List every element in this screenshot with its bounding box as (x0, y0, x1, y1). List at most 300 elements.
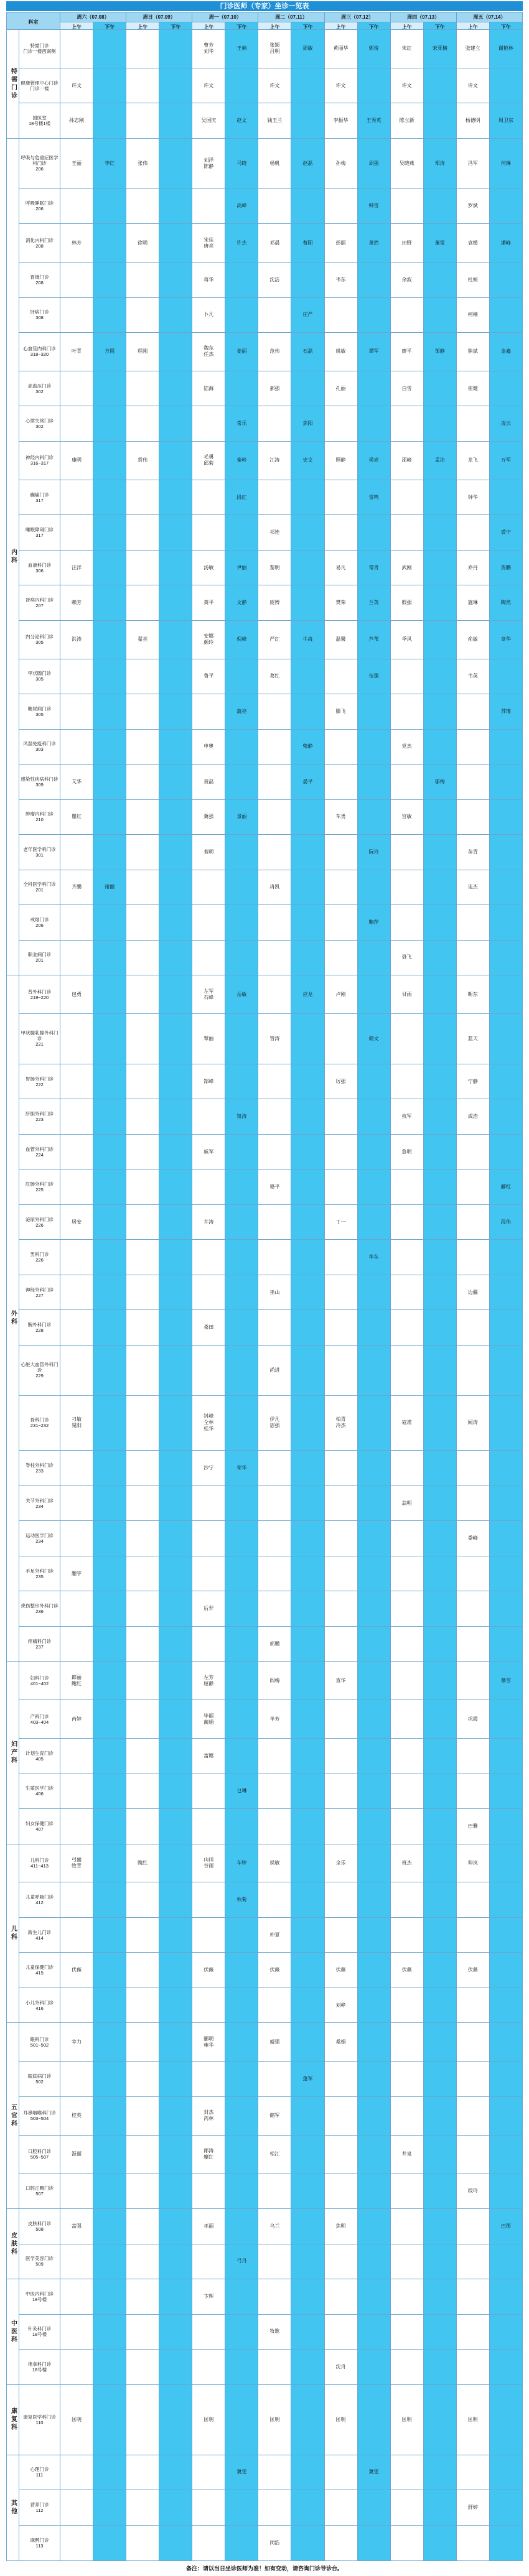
doctor-cell-pm (225, 1591, 258, 1627)
department-cell: 耳鼻咽喉科门诊 503~504 (19, 2096, 60, 2135)
doctor-cell-pm (423, 2384, 456, 2455)
doctor-cell-am (390, 1739, 423, 1774)
doctor-cell-pm (93, 1844, 126, 1882)
doctor-cell-pm (489, 729, 522, 765)
doctor-cell-pm (225, 1169, 258, 1205)
doctor-cell-am (126, 2490, 159, 2526)
doctor-cell-am (324, 1014, 357, 1064)
doctor-cell-am (126, 765, 159, 800)
doctor-cell-pm (159, 729, 192, 765)
doctor-cell-pm (159, 835, 192, 870)
doctor-cell-pm (159, 870, 192, 905)
doctor-cell-am: 范伟 (258, 333, 291, 371)
department-cell: 儿童呼吸门诊 412 (19, 1882, 60, 1918)
doctor-cell-am (60, 480, 93, 515)
doctor-cell-am (324, 1240, 357, 1275)
doctor-cell-am (456, 1486, 489, 1521)
doctor-cell-am (126, 1591, 159, 1627)
department-cell: 职业病门诊 201 (19, 940, 60, 975)
doctor-cell-pm (159, 1700, 192, 1739)
doctor-cell-pm (159, 2314, 192, 2350)
doctor-cell-pm (159, 441, 192, 480)
doctor-cell-am (390, 1662, 423, 1700)
doctor-cell-pm: 郭俊 (357, 30, 390, 68)
doctor-cell-am (192, 1626, 225, 1662)
doctor-cell-pm (159, 2244, 192, 2279)
doctor-cell-pm: 萧然 (357, 224, 390, 263)
doctor-cell-am: 余波 (390, 263, 423, 298)
doctor-cell-am: 翟亮 (126, 620, 159, 659)
doctor-cell-am: 许文 (258, 68, 291, 103)
doctor-cell-am (126, 1917, 159, 1953)
doctor-cell-am (324, 2244, 357, 2279)
doctor-cell-am: 刘洋 陈静 (192, 138, 225, 188)
doctor-cell-pm (357, 2062, 390, 2097)
doctor-cell-am: 芮婷 (60, 1700, 93, 1739)
doctor-cell-pm (93, 1240, 126, 1275)
doctor-cell-am (192, 1917, 225, 1953)
doctor-cell-am (390, 905, 423, 941)
doctor-cell-am: 江涛 (258, 441, 291, 480)
schedule-row (7, 1014, 523, 1064)
doctor-cell-am: 崔健 (456, 371, 489, 406)
doctor-cell-pm: 弓丹 (225, 2244, 258, 2279)
department-cell: 计划生育门诊 405 (19, 1739, 60, 1774)
doctor-cell-am (324, 1809, 357, 1844)
day-header-thu: 周四（07.13） (390, 12, 456, 22)
doctor-cell-pm (423, 870, 456, 905)
doctor-cell-pm (357, 1739, 390, 1774)
doctor-cell-am: 弓丽 牧青 (60, 1844, 93, 1882)
department-cell: 手足外科门诊 235 (19, 1556, 60, 1591)
doctor-cell-am (126, 30, 159, 68)
doctor-cell-am (126, 480, 159, 515)
doctor-cell-pm: 庄严 (291, 297, 324, 333)
doctor-cell-pm (225, 1988, 258, 2023)
doctor-cell-pm (291, 2455, 324, 2490)
department-cell: 健康管理中心门诊 门诊一楼 (19, 68, 60, 103)
doctor-cell-pm (225, 371, 258, 406)
doctor-cell-am (324, 2096, 357, 2135)
doctor-cell-am (126, 585, 159, 621)
doctor-cell-pm: 周强 (357, 138, 390, 188)
doctor-cell-pm (291, 1591, 324, 1627)
doctor-cell-pm (357, 1395, 390, 1451)
doctor-cell-am (192, 1774, 225, 1809)
doctor-cell-pm (159, 1591, 192, 1627)
doctor-cell-am: 汪洋 (60, 550, 93, 585)
doctor-cell-pm (93, 1700, 126, 1739)
doctor-cell-pm (489, 2455, 522, 2490)
schedule-row (7, 1064, 523, 1099)
doctor-cell-am (390, 1169, 423, 1205)
doctor-cell-am (390, 2209, 423, 2244)
doctor-cell-am (324, 2490, 357, 2526)
doctor-cell-pm (159, 1774, 192, 1809)
doctor-cell-am (258, 2490, 291, 2526)
doctor-cell-am: 羊芳 (258, 1700, 291, 1739)
doctor-cell-am (60, 188, 93, 224)
doctor-cell-am: 覃丽 (192, 1014, 225, 1064)
doctor-cell-pm (489, 68, 522, 103)
doctor-cell-am (126, 1275, 159, 1310)
doctor-cell-pm (291, 940, 324, 975)
schedule-row (7, 694, 523, 730)
department-cell: 儿童保健门诊 415 (19, 1953, 60, 1988)
doctor-cell-pm (423, 729, 456, 765)
doctor-cell-pm (489, 835, 522, 870)
doctor-cell-am (390, 1521, 423, 1556)
doctor-cell-pm (93, 480, 126, 515)
doctor-cell-pm: 钮涛 (225, 1099, 258, 1135)
department-cell: 产科门诊 403~404 (19, 1700, 60, 1739)
doctor-cell-am: 刘峥 (324, 1988, 357, 2023)
doctor-cell-am: 郝强 (258, 371, 291, 406)
pm-header: 下午 (357, 22, 390, 32)
doctor-cell-pm (291, 1134, 324, 1169)
doctor-cell-pm (423, 1310, 456, 1346)
doctor-cell-am: 边疆 (456, 1275, 489, 1310)
doctor-cell-pm (423, 1626, 456, 1662)
doctor-cell-am: 车勇 (324, 799, 357, 835)
doctor-cell-pm (423, 1134, 456, 1169)
doctor-cell-pm: 车婷 (225, 1844, 258, 1882)
doctor-cell-pm (489, 1134, 522, 1169)
doctor-cell-pm (489, 1700, 522, 1739)
doctor-cell-pm (423, 1204, 456, 1240)
doctor-cell-pm (489, 2350, 522, 2385)
schedule-row (7, 2455, 523, 2490)
doctor-cell-pm (291, 2023, 324, 2062)
department-cell: 男科门诊 226 (19, 1240, 60, 1275)
doctor-cell-pm (423, 550, 456, 585)
doctor-cell-am (126, 940, 159, 975)
doctor-cell-pm (357, 1662, 390, 1700)
doctor-cell-pm (357, 1626, 390, 1662)
doctor-cell-pm (489, 2384, 522, 2455)
department-cell: 高血压门诊 302 (19, 371, 60, 406)
doctor-cell-am (456, 2023, 489, 2062)
doctor-cell-pm (291, 1275, 324, 1310)
department-cell: 康复医学科门诊 110 (19, 2384, 60, 2455)
doctor-cell-pm (93, 441, 126, 480)
doctor-cell-am (192, 1169, 225, 1205)
doctor-cell-am: 隗红 (126, 1844, 159, 1882)
schedule-row (7, 1917, 523, 1953)
doctor-cell-pm (291, 1626, 324, 1662)
doctor-cell-am (390, 1064, 423, 1099)
am-header: 上午 (192, 22, 225, 32)
doctor-cell-am (324, 835, 357, 870)
doctor-cell-pm (489, 1809, 522, 1844)
doctor-cell-pm (159, 480, 192, 515)
doctor-cell-am (126, 188, 159, 224)
doctor-cell-am: 丁一 (324, 1204, 357, 1240)
doctor-cell-am: 储军 (258, 2096, 291, 2135)
doctor-cell-pm (423, 1275, 456, 1310)
schedule-row (7, 103, 523, 139)
doctor-cell-am: 张伟 (126, 138, 159, 188)
doctor-cell-am: 黎明 (258, 550, 291, 585)
doctor-cell-pm (423, 1809, 456, 1844)
doctor-cell-am (390, 2174, 423, 2209)
doctor-cell-pm (93, 1917, 126, 1953)
doctor-cell-pm: 董雷 (423, 224, 456, 263)
doctor-cell-pm (489, 371, 522, 406)
doctor-cell-am: 闵浩 (258, 2525, 291, 2560)
doctor-cell-pm (225, 1809, 258, 1844)
doctor-cell-pm (423, 1591, 456, 1627)
doctor-cell-pm (357, 1556, 390, 1591)
doctor-cell-am (192, 2244, 225, 2279)
doctor-cell-pm (225, 659, 258, 694)
doctor-cell-am: 袁媛 (456, 224, 489, 263)
doctor-cell-am: 贺伟 (126, 441, 159, 480)
doctor-cell-pm (159, 1275, 192, 1310)
doctor-cell-am (324, 729, 357, 765)
doctor-cell-pm (357, 975, 390, 1014)
doctor-cell-am (60, 1988, 93, 2023)
doctor-cell-pm (225, 1275, 258, 1310)
doctor-cell-am: 艾华 (60, 765, 93, 800)
doctor-cell-am (60, 835, 93, 870)
doctor-cell-am: 仰岚 (456, 1844, 489, 1882)
doctor-cell-am: 廖平 (390, 333, 423, 371)
doctor-cell-pm (225, 2279, 258, 2315)
doctor-cell-am (390, 1626, 423, 1662)
doctor-cell-pm (291, 1662, 324, 1700)
doctor-cell-pm (93, 659, 126, 694)
doctor-cell-pm (357, 2384, 390, 2455)
doctor-cell-am (60, 2350, 93, 2385)
doctor-cell-pm (93, 799, 126, 835)
department-cell: 风湿免疫科门诊 303 (19, 729, 60, 765)
doctor-cell-am: 瞿红 (60, 799, 93, 835)
doctor-cell-pm (93, 1882, 126, 1918)
doctor-cell-am: 许文 (390, 68, 423, 103)
schedule-row (7, 765, 523, 800)
doctor-cell-am: 钱玉兰 (258, 103, 291, 139)
doctor-cell-pm (357, 2096, 390, 2135)
doctor-cell-am (126, 263, 159, 298)
doctor-cell-am: 许文 (456, 68, 489, 103)
doctor-cell-pm (423, 1099, 456, 1135)
doctor-cell-am (126, 2455, 159, 2490)
doctor-cell-pm (489, 2062, 522, 2097)
doctor-cell-am: 赖芳 (60, 585, 93, 621)
department-cell: 胸外科门诊 228 (19, 1310, 60, 1346)
doctor-cell-am (126, 659, 159, 694)
doctor-cell-am (126, 1240, 159, 1275)
doctor-cell-pm (93, 68, 126, 103)
doctor-cell-pm (291, 1556, 324, 1591)
category-cell: 内科 (7, 138, 19, 975)
doctor-cell-pm (423, 1882, 456, 1918)
doctor-cell-am: 孙志刚 (60, 103, 93, 139)
doctor-cell-pm: 孟洁 (423, 441, 456, 480)
doctor-cell-pm (93, 729, 126, 765)
doctor-cell-am: 冯军 (456, 138, 489, 188)
doctor-cell-am (192, 1345, 225, 1395)
doctor-cell-pm (489, 1345, 522, 1395)
doctor-cell-pm (423, 1917, 456, 1953)
schedule-row (7, 1953, 523, 1988)
am-header: 上午 (324, 22, 357, 32)
doctor-cell-am (324, 1451, 357, 1486)
doctor-cell-am (126, 68, 159, 103)
doctor-cell-am (192, 2174, 225, 2209)
doctor-cell-pm (225, 2490, 258, 2526)
doctor-cell-am (390, 1451, 423, 1486)
doctor-cell-am: 蓝天 (456, 1014, 489, 1064)
doctor-cell-pm (93, 765, 126, 800)
doctor-cell-am (60, 1809, 93, 1844)
am-header: 上午 (126, 22, 159, 32)
doctor-cell-am (258, 1204, 291, 1240)
doctor-cell-pm: 郑涛 (423, 138, 456, 188)
doctor-cell-pm (93, 1591, 126, 1627)
doctor-cell-pm: 章华 (489, 620, 522, 659)
schedule-row (7, 263, 523, 298)
doctor-cell-am (324, 1626, 357, 1662)
department-cell: 心血管内科门诊 318~320 (19, 333, 60, 371)
department-cell: 普外科门诊 219~220 (19, 975, 60, 1014)
doctor-cell-pm (357, 1988, 390, 2023)
doctor-cell-pm: 褚丽 (93, 870, 126, 905)
doctor-cell-pm (93, 515, 126, 551)
doctor-cell-pm (225, 940, 258, 975)
doctor-cell-pm (423, 2244, 456, 2279)
category-cell: 康复科 (7, 2384, 19, 2455)
doctor-cell-am (192, 694, 225, 730)
doctor-cell-pm (423, 1953, 456, 1988)
doctor-cell-am (192, 1240, 225, 1275)
doctor-cell-pm: 凌云 (489, 406, 522, 442)
schedule-row (7, 30, 523, 68)
schedule-row (7, 2174, 523, 2209)
schedule-row (7, 1700, 523, 1739)
doctor-cell-pm: 金鑫 (489, 333, 522, 371)
doctor-cell-am (126, 835, 159, 870)
doctor-cell-pm: 周敏 (291, 30, 324, 68)
schedule-row (7, 1169, 523, 1205)
schedule-row (7, 1204, 523, 1240)
doctor-cell-am (60, 1451, 93, 1486)
doctor-cell-pm (423, 2174, 456, 2209)
doctor-cell-pm (93, 975, 126, 1014)
doctor-cell-pm (159, 659, 192, 694)
doctor-cell-pm (357, 1591, 390, 1627)
doctor-cell-pm (423, 2279, 456, 2315)
doctor-cell-am: 匡明 (60, 2384, 93, 2455)
doctor-cell-am (60, 2062, 93, 2097)
schedule-row (7, 2096, 523, 2135)
doctor-cell-pm: 郦红 (489, 1169, 522, 1205)
doctor-cell-am (60, 2455, 93, 2490)
doctor-cell-am (192, 1099, 225, 1135)
doctor-cell-pm: 段伟 (489, 1204, 522, 1240)
doctor-cell-pm (291, 188, 324, 224)
doctor-cell-pm: 秦岭 (225, 441, 258, 480)
doctor-cell-am (126, 1809, 159, 1844)
schedule-row (7, 1556, 523, 1591)
doctor-cell-pm (159, 263, 192, 298)
doctor-cell-pm: 姜丽 (225, 333, 258, 371)
doctor-cell-am: 毕丽 蔺娟 (192, 1700, 225, 1739)
doctor-cell-am (192, 870, 225, 905)
doctor-cell-pm (489, 1739, 522, 1774)
schedule-row (7, 1882, 523, 1918)
doctor-cell-am (456, 765, 489, 800)
doctor-cell-pm: 韩雪 (357, 188, 390, 224)
doctor-cell-am: 许文 (324, 68, 357, 103)
doctor-cell-pm (489, 1591, 522, 1627)
doctor-cell-am (126, 550, 159, 585)
doctor-cell-am (324, 2135, 357, 2174)
doctor-cell-pm (225, 1395, 258, 1451)
doctor-cell-am (60, 297, 93, 333)
doctor-cell-pm: 侯亮 (357, 441, 390, 480)
doctor-cell-am: 骆平 (258, 1169, 291, 1205)
doctor-cell-am: 乌兰 (258, 2209, 291, 2244)
department-cell: 生殖医学门诊 406 (19, 1774, 60, 1809)
doctor-cell-pm (93, 1099, 126, 1135)
doctor-cell-am (60, 2244, 93, 2279)
doctor-cell-am: 蒯宇 (60, 1556, 93, 1591)
doctor-cell-am (60, 1486, 93, 1521)
doctor-cell-am (390, 1774, 423, 1809)
doctor-cell-am: 孔丽 (324, 371, 357, 406)
doctor-cell-am (126, 799, 159, 835)
doctor-cell-am: 松江 (258, 2135, 291, 2174)
schedule-row (7, 1626, 523, 1662)
department-cell: 烧伤整形外科门诊 236 (19, 1591, 60, 1627)
doctor-cell-am (60, 30, 93, 68)
doctor-cell-am (390, 659, 423, 694)
doctor-cell-pm (159, 1882, 192, 1918)
doctor-cell-am (390, 1809, 423, 1844)
doctor-cell-pm (357, 694, 390, 730)
doctor-cell-pm (159, 1953, 192, 1988)
doctor-cell-am: 吴晓燕 (390, 138, 423, 188)
doctor-cell-am: 井泉 (390, 2135, 423, 2174)
doctor-cell-am (192, 2525, 225, 2560)
doctor-cell-am (324, 940, 357, 975)
doctor-cell-am (126, 1099, 159, 1135)
doctor-cell-pm (423, 1395, 456, 1451)
doctor-cell-am: 易凡 (324, 550, 357, 585)
doctor-cell-pm: 景丽 (225, 799, 258, 835)
doctor-cell-am (456, 515, 489, 551)
department-cell: 运动医学门诊 234 (19, 1521, 60, 1556)
schedule-row (7, 1521, 523, 1556)
schedule-row (7, 2209, 523, 2244)
doctor-cell-am (456, 1626, 489, 1662)
doctor-cell-am: 封杰 芮林 (192, 2096, 225, 2135)
doctor-cell-pm: 慕雪 (489, 1662, 522, 1700)
doctor-cell-am: 山田 谷雨 (192, 1844, 225, 1882)
doctor-cell-pm: 巴图 (489, 2209, 522, 2244)
department-cell: 肛肠外科门诊 225 (19, 1169, 60, 1205)
doctor-cell-am (126, 1486, 159, 1521)
doctor-cell-pm (93, 1556, 126, 1591)
doctor-cell-pm: 柴静 (291, 729, 324, 765)
department-cell: 麻醉门诊 113 (19, 2525, 60, 2560)
doctor-cell-pm (357, 765, 390, 800)
doctor-cell-pm (225, 2174, 258, 2209)
doctor-cell-pm (489, 799, 522, 835)
doctor-cell-am (192, 2350, 225, 2385)
